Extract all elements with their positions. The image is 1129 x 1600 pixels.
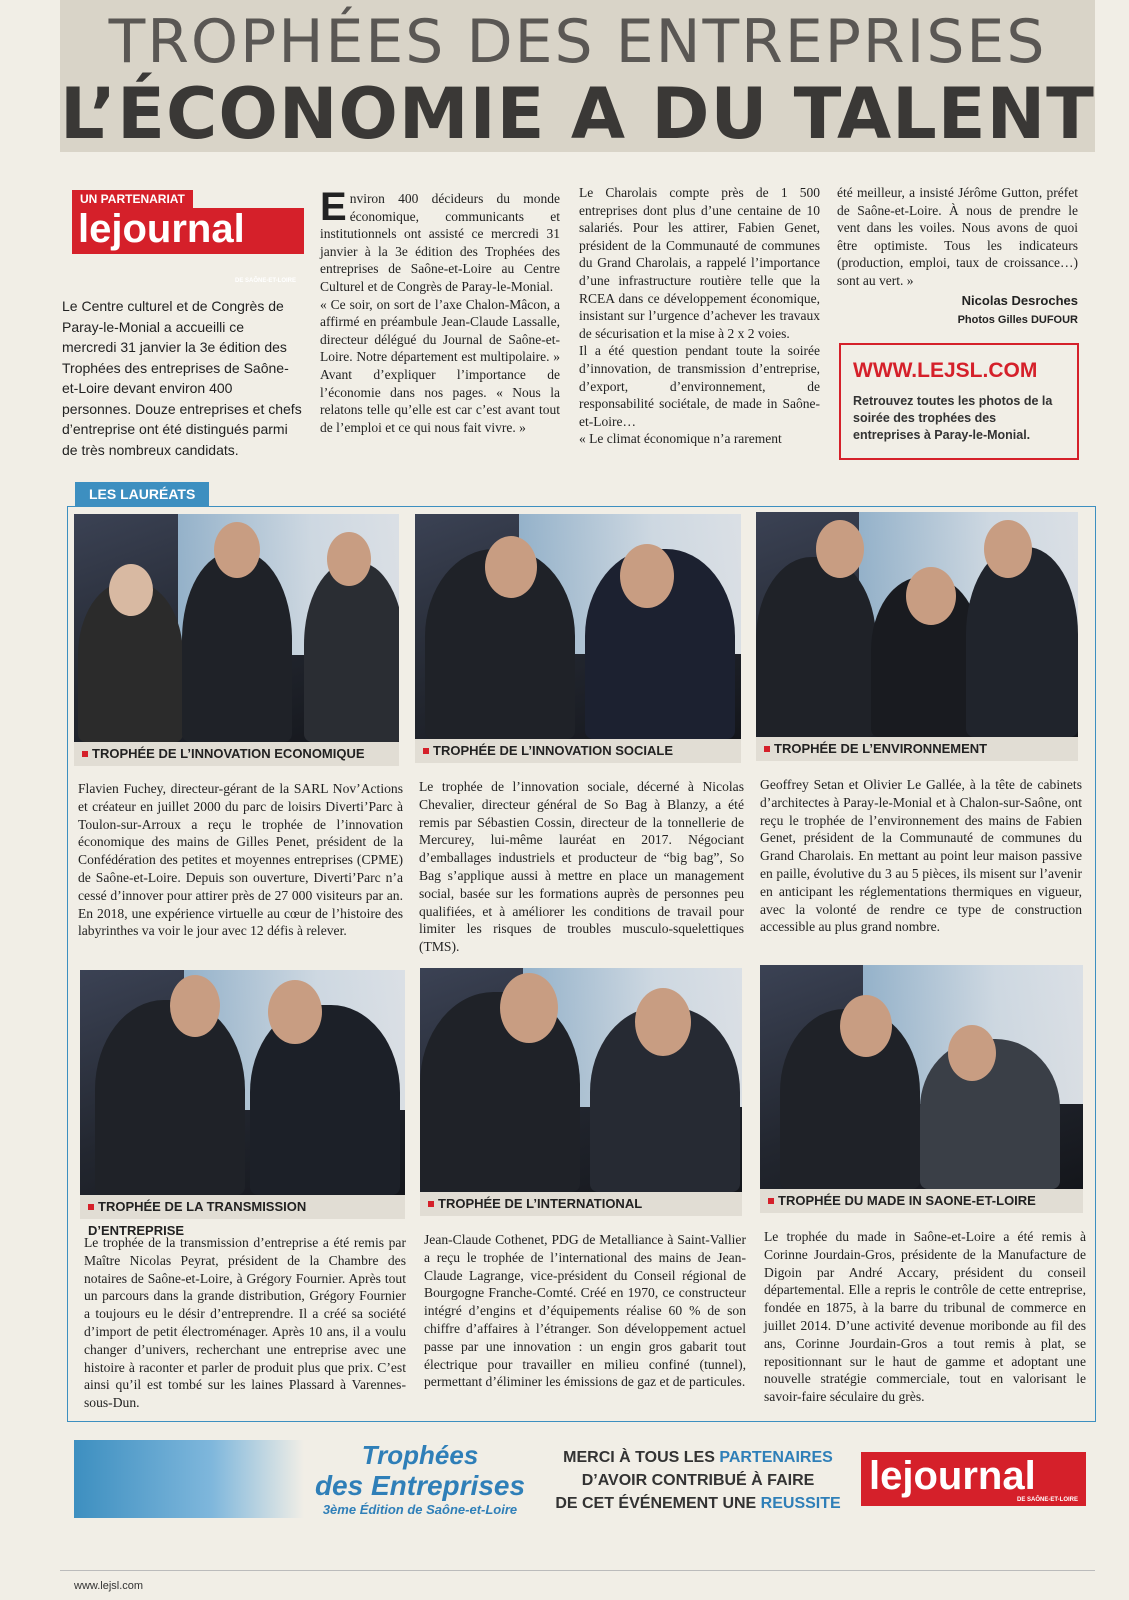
- person-head: [906, 567, 956, 625]
- footer-trophees-line3: 3ème Édition de Saône-et-Loire: [322, 1502, 518, 1517]
- person-silhouette: [304, 562, 399, 742]
- laureat-photo-6: [760, 965, 1083, 1189]
- laureat-photo-2: [415, 514, 741, 739]
- laureat-photo-1: [74, 514, 399, 742]
- person-head: [214, 522, 260, 578]
- website-promo-box: [839, 343, 1079, 460]
- laureat-text-4: Le trophée de la transmission d’entreprise a été remis par Maître Nicolas Peyrat, président de la Chambre des notaires de Saône-et-Loire, à Grégory Fournier. Après tout un parcours dans la grande distribution, Grégory Fournier a toujours eu le désir d’entreprendre. Il a créé sa société d’import de petit électroménager. Après 10 ans, il a voulu changer d’univers, recherchant une entreprise avec une histoire à raconter et parler de produit plus que prix. C’est ainsi qu’il est tombé sur les laines Plassard à Varennes-sous-Dun.: [84, 1235, 406, 1411]
- person-head: [327, 532, 371, 586]
- caption-text: TROPHÉE DU MADE IN SAONE-ET-LOIRE: [778, 1193, 1036, 1208]
- footer-lejournal-logo: [861, 1452, 1086, 1506]
- merci-b: PARTENAIRES: [719, 1449, 833, 1466]
- lejournal-logo: [72, 207, 304, 284]
- caption-text: TROPHÉE DE L’ENVIRONNEMENT: [774, 741, 988, 756]
- caption-bullet-icon: [82, 751, 88, 757]
- article-col2-p3: « Le climat économique n’a rarement: [579, 431, 782, 447]
- footer-trophees-line1: Trophées: [361, 1440, 479, 1470]
- person-silhouette: [966, 547, 1078, 737]
- laureats-section-tab: LES LAURÉATS: [75, 482, 209, 506]
- footer-trophees-banner: [74, 1440, 304, 1518]
- footer-thanks: [548, 1446, 848, 1515]
- caption-bullet-icon: [88, 1204, 94, 1210]
- caption-text: TROPHÉE DE L’INTERNATIONAL: [438, 1196, 643, 1211]
- caption-bullet-icon: [423, 748, 429, 754]
- laureat-photo-3: [756, 512, 1078, 737]
- photo-credit: Photos Gilles DUFOUR: [957, 314, 1078, 327]
- person-head: [816, 520, 864, 578]
- caption-bullet-icon: [428, 1201, 434, 1207]
- lejournal-logo-sub: DE SAÔNE-ET-LOIRE: [234, 278, 296, 284]
- merci-c: D’AVOIR CONTRIBUÉ À FAIRE: [581, 1472, 815, 1489]
- drop-cap: E: [320, 185, 347, 229]
- caption-bullet-icon: [764, 746, 770, 752]
- footer-logo-text: lejournal: [869, 1454, 1036, 1498]
- person-head: [109, 564, 153, 616]
- caption-text: TROPHÉE DE L’INNOVATION SOCIALE: [433, 743, 674, 758]
- person-head: [268, 980, 322, 1044]
- article-col2-p1: Le Charolais compte près de 1 500 entreprises dont plus d’une centaine de 10 salariés. Pour les attirer, Fabien Genet, président de la Communauté de communes du Grand Charolais, a rappelé l’importance d’une infrastructure routière telle que la RCEA dans ce développement économique, insistant sur l’urgence d’achever les travaux de sécurisation et la mise à 2 x 2 voies.: [579, 185, 820, 341]
- author-signature: Nicolas Desroches: [961, 292, 1078, 308]
- headline-line1: TROPHÉES DES ENTREPRISES: [108, 7, 1047, 77]
- merci-a: MERCI À TOUS LES: [563, 1449, 720, 1466]
- person-silhouette: [756, 557, 876, 737]
- merci-e: REUSSITE: [760, 1495, 841, 1512]
- caption-innovation-sociale: [415, 739, 741, 763]
- caption-innovation-economique: [74, 742, 399, 766]
- article-col2-p2: Il a été question pendant toute la soirée d’innovation, de transmission d’entreprise, d’export, d’environnement, de responsabilité sociétale, de made in Saône-et-Loire…: [579, 343, 820, 429]
- headline-line2: L’ÉCONOMIE A DU TALENT: [60, 73, 1095, 155]
- partner-logo-block: [72, 190, 304, 284]
- laureat-text-5: Jean-Claude Cothenet, PDG de Metalliance à Saint-Vallier a reçu le trophée de l’international des mains de Jean-Claude Lagrange, vice-président du Conseil régional de Bourgogne Franche-Comté. Créé en 1970, ce constructeur intégré d’engins et d’équipements réalise 60 % de son chiffre d’affaires à l’étranger. Son développement actuel passe par une innovation : un engin gros gabarit tout électrique pour travailler en milieu confiné (tunnel), permettant d’éliminer les émissions de gaz et de particules.: [424, 1232, 746, 1390]
- person-head: [984, 520, 1032, 578]
- footer-trophees-line2: des Entreprises: [314, 1470, 526, 1501]
- laureat-text-1: Flavien Fuchey, directeur-gérant de la SARL Nov’Actions et créateur en juillet 2000 du parc de loisirs Diverti’Parc à Toulon-sur-Arroux a reçu le trophée de l’innovation économique des mains de Gilles Penet, président de la Confédération des petites et moyennes entreprises (CPME) de Saône-et-Loire. Depuis son ouverture, Diverti’Parc n’a cessé d’innover pour attirer près de 27 000 visiteurs par an. En 2018, une expérience virtuelle au cœur de l’histoire des labyrinthes va voir le jour avec 12 défis à relever.: [78, 781, 403, 939]
- person-head: [620, 544, 674, 608]
- footer-logo-sub: DE SAÔNE-ET-LOIRE: [1016, 1497, 1078, 1503]
- caption-bullet-icon: [768, 1198, 774, 1204]
- person-head: [485, 536, 537, 598]
- person-silhouette: [182, 552, 292, 742]
- laureat-photo-5: [420, 968, 742, 1192]
- article-column-1: [320, 185, 560, 436]
- article-col1-p1: nviron 400 décideurs du monde économique, communicants et institutionnels ont assisté ce mercredi 31 janvier à la 3e édition des Trophées des entreprises de Saône-et-Loire au Centre Culturel et de Congrès de Paray-le-Monial.: [320, 191, 560, 294]
- person-silhouette: [250, 1005, 400, 1195]
- website-promo-text: Retrouvez toutes les photos de la soirée des trophées des entreprises à Paray-le-Monial.: [853, 394, 1053, 442]
- intro-lead: Le Centre culturel et de Congrès de Paray-le-Monial a accueilli ce mercredi 31 janvier la 3e édition des Trophées des entreprises de Saône-et-Loire devant environ 400 personnes. Douze entreprises et chefs d’entreprise ont été distingués parmi de très nombreux candidats.: [62, 298, 302, 458]
- article-col3-p1: été meilleur, a insisté Jérôme Gutton, préfet de Saône-et-Loire. À nous de prendre le vent dans les voiles. Nous avons de quoi être optimiste. Tous les indicateurs (production, emploi, taux de croissance…) sont au vert. »: [837, 185, 1078, 288]
- laureat-text-2: Le trophée de l’innovation sociale, décerné à Nicolas Chevalier, directeur général de So Bag à Blanzy, a été remis par Sébastien Cossin, directeur de la tonnellerie de Mercurey, lui-même lauréat en 2017. Négociant d’emballages industriels et producteur de “big bag”, So Bag s’applique aussi à mettre en place un management social, basée sur les formations auprès de personnes peu qualifiées, et à améliorer les conditions de travail pour limiter les risques de troubles musculo-squelettiques (TMS).: [419, 779, 744, 955]
- person-silhouette: [420, 992, 580, 1192]
- person-head: [635, 988, 691, 1056]
- caption-environnement: [756, 737, 1078, 761]
- person-head: [840, 995, 892, 1057]
- person-head: [948, 1025, 996, 1081]
- laureat-photo-4: [80, 970, 405, 1195]
- person-silhouette: [95, 1000, 245, 1195]
- article-column-3: [837, 184, 1078, 330]
- website-link[interactable]: WWW.LEJSL.COM: [853, 359, 1038, 382]
- caption-transmission: [80, 1195, 405, 1238]
- person-head: [500, 973, 558, 1043]
- article-col1-p2: « Ce soir, on sort de l’axe Chalon-Mâcon, a affirmé en préambule Jean-Claude Lassalle, directeur délégué du Journal de Saône-et-Loire. Notre département est multipolaire. » Avant d’expliquer l’importance de l’économie dans nos pages. « Nous la relatons telle qu’elle est car c’est avant tout de l’emploi et ce qui nous fait vivre. »: [320, 296, 560, 435]
- caption-international: [420, 1192, 742, 1216]
- partner-label: UN PARTENARIAT: [72, 190, 193, 208]
- footer-url[interactable]: www.lejsl.com: [74, 1580, 144, 1592]
- laureat-text-3: Geoffrey Setan et Olivier Le Gallée, à la tête de cabinets d’architectes à Paray-le-Monial et à Chalon-sur-Saône, ont reçu le trophée de l’environnement des mains de Fabien Genet, président de la Communauté de communes du Grand Charolais. En mettant au point leur maison passive en paille, évolutive du 3 au 5 pièces, ils misent sur l’avenir en anticipant les réglementations thermiques en vigueur, avec la volonté de rendre ce type de construction accessible au plus grand nombre.: [760, 777, 1082, 935]
- person-head: [170, 975, 220, 1037]
- footer-divider: [60, 1570, 1095, 1571]
- article-column-2: [579, 184, 820, 448]
- caption-text: TROPHÉE DE L’INNOVATION ECONOMIQUE: [92, 746, 365, 761]
- laureat-text-6: Le trophée du made in Saône-et-Loire a été remis à Corinne Jourdain-Gros, présidente de la Manufacture de Digoin par André Accary, président du conseil départemental. Elle a repris le contrôle de cette entreprise, fondée en 1875, à la barre du tribunal de commerce en juillet 2014. D’une activité devenue moribonde au fil des ans, Corinne Jourdain-Gros a tout remis à plat, se repositionnant sur le haut de gamme et adoptant une nouvelle stratégie commerciale, tout en valorisant le savoir-faire séculaire du grès.: [764, 1229, 1086, 1405]
- caption-made-in-saone: [760, 1189, 1083, 1213]
- lejournal-logo-text: lejournal: [78, 207, 245, 251]
- caption-text: TROPHÉE DE LA TRANSMISSION D’ENTREPRISE: [88, 1199, 307, 1238]
- merci-d: DE CET ÉVÉNEMENT UNE: [555, 1495, 761, 1512]
- footer-trophees-title: [300, 1440, 540, 1518]
